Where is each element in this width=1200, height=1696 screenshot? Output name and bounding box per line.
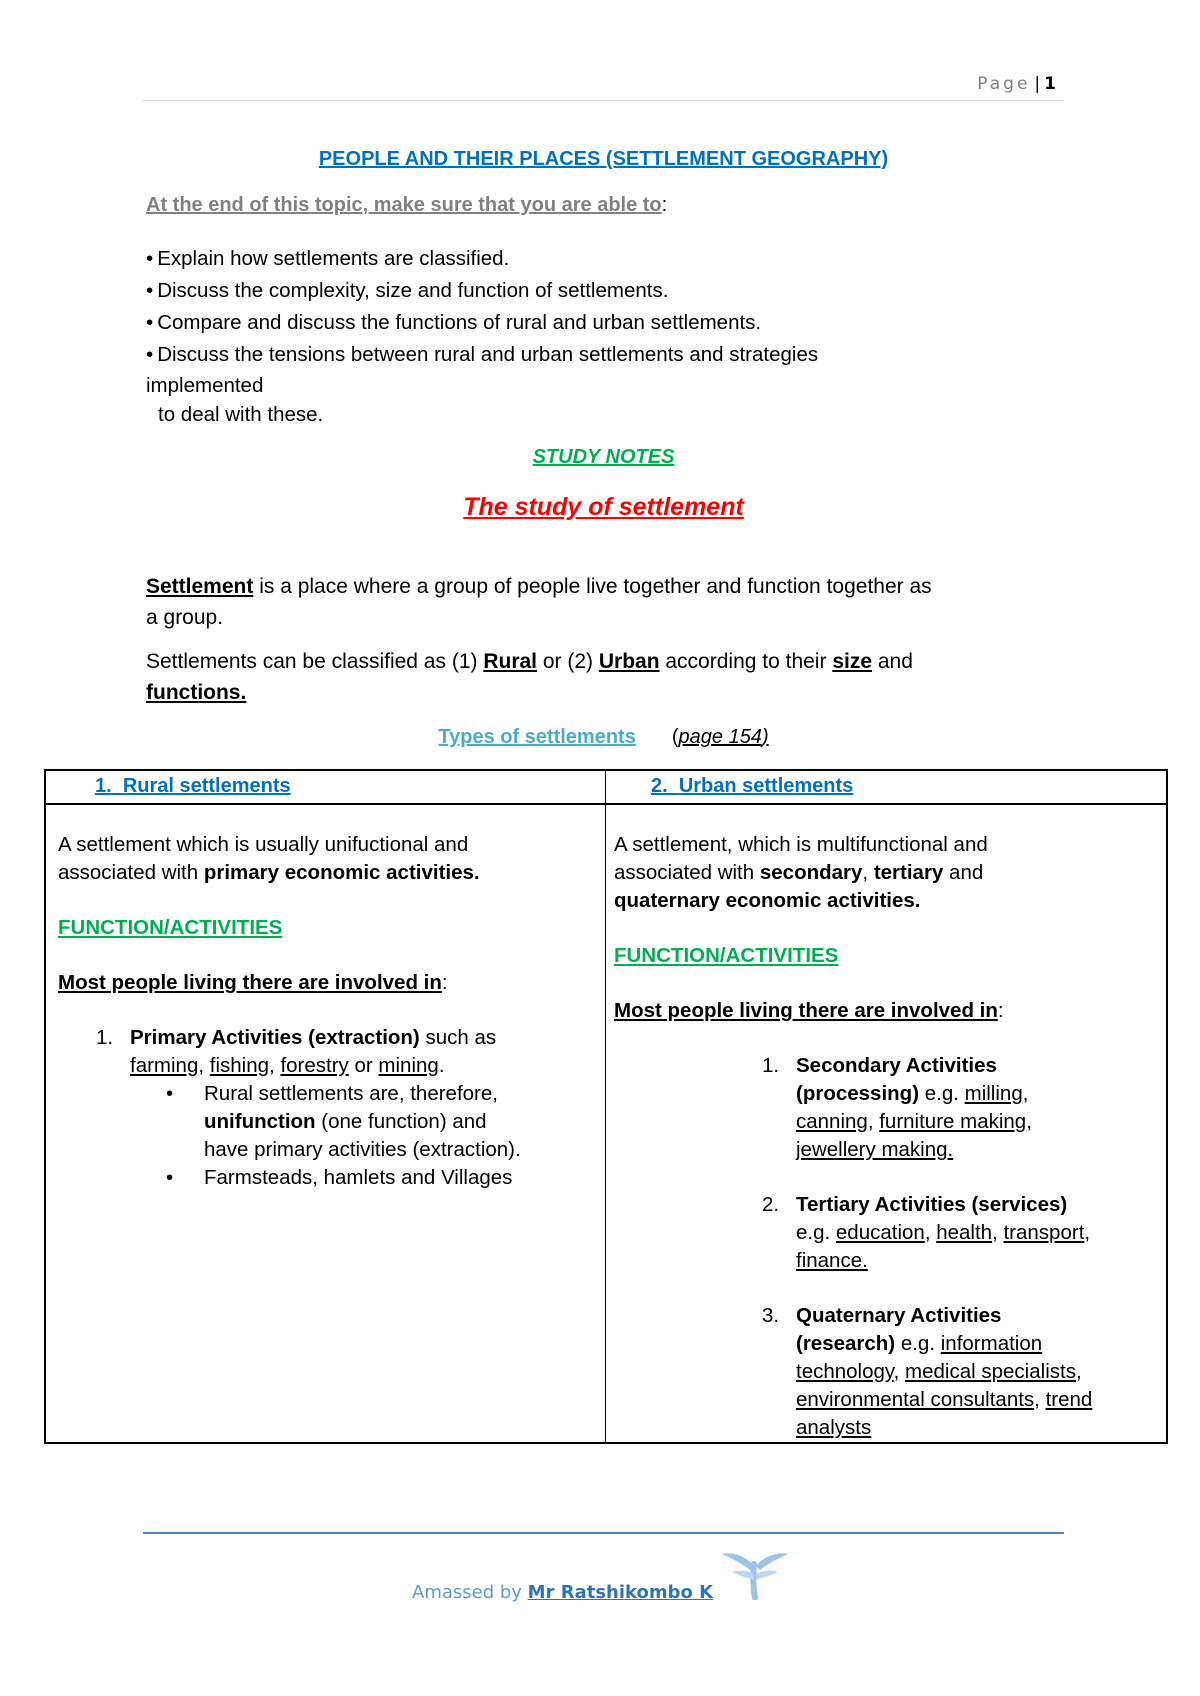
types-heading: Types of settlements (page 154) <box>438 726 769 748</box>
rural-function-label: FUNCTION/ACTIVITIES <box>58 916 283 939</box>
settlement-definition: Settlement is a place where a group of people live together and function together as a group. <box>146 575 932 629</box>
rural-column-heading: 1. Rural settlements <box>95 775 291 797</box>
header-divider <box>46 803 1166 805</box>
objective-item: • Discuss the complexity, size and function of settlements. <box>146 279 669 302</box>
urban-description: A settlement, which is multifunctional and associated with secondary, tertiary and quaternary economic activities. <box>614 833 988 912</box>
objective-item: • Explain how settlements are classified. <box>146 247 510 270</box>
rural-involved-label: Most people living there are involved in: <box>58 971 448 994</box>
footer-divider <box>143 1532 1064 1534</box>
urban-function-label: FUNCTION/ACTIVITIES <box>614 944 839 967</box>
objectives-intro: At the end of this topic, make sure that you are able to: <box>146 194 668 216</box>
urban-involved-label: Most people living there are involved in: <box>614 999 1004 1022</box>
settlement-types-table <box>44 769 1168 1444</box>
settlement-classification: Settlements can be classified as (1) Rural or (2) Urban according to their size and functions. <box>146 650 913 704</box>
rural-column <box>58 831 593 1192</box>
footer-credit: Amassed by Mr Ratshikombo K <box>412 1582 714 1603</box>
urban-column-heading: 2. Urban settlements <box>651 775 854 797</box>
rural-description: A settlement which is usually unifuctional and associated with primary economic activities. <box>58 833 480 884</box>
column-divider <box>605 771 606 1442</box>
page-label: Page <box>977 74 1031 94</box>
document-title: PEOPLE AND THEIR PLACES (SETTLEMENT GEOGRAPHY) <box>318 148 889 170</box>
logo-icon <box>720 1548 790 1600</box>
urban-column <box>614 831 1162 1442</box>
rural-primary-activities: 1. Primary Activities (extraction) such as farming, fishing, forestry or mining. <box>96 1026 497 1077</box>
page-number-label: Page | 1 <box>977 74 1056 94</box>
study-notes-heading: STUDY NOTES <box>532 446 675 468</box>
objective-item: • Discuss the tensions between rural and urban settlements and strategies implemented to deal with these. <box>146 343 819 426</box>
urban-quaternary-activities: 3. Quaternary Activities (research) e.g. information technology, medical specialists, environmental consultants, trend analysts <box>762 1304 1093 1439</box>
objectives-list <box>146 243 1006 429</box>
rural-bullet-unifunction: • Rural settlements are, therefore, unifunction (one function) and have primary activities (extraction). <box>166 1082 521 1161</box>
rural-bullet-examples: • Farmsteads, hamlets and Villages <box>166 1166 513 1189</box>
objective-item: • Compare and discuss the functions of rural and urban settlements. <box>146 311 762 334</box>
page-number: 1 <box>1044 74 1056 94</box>
urban-tertiary-activities: 2. Tertiary Activities (services) e.g. education, health, transport, finance. <box>762 1193 1091 1272</box>
section-heading: The study of settlement <box>463 493 744 521</box>
urban-secondary-activities: 1. Secondary Activities (processing) e.g. milling, canning, furniture making, jewellery making. <box>762 1054 1032 1161</box>
page-header <box>143 70 1064 101</box>
